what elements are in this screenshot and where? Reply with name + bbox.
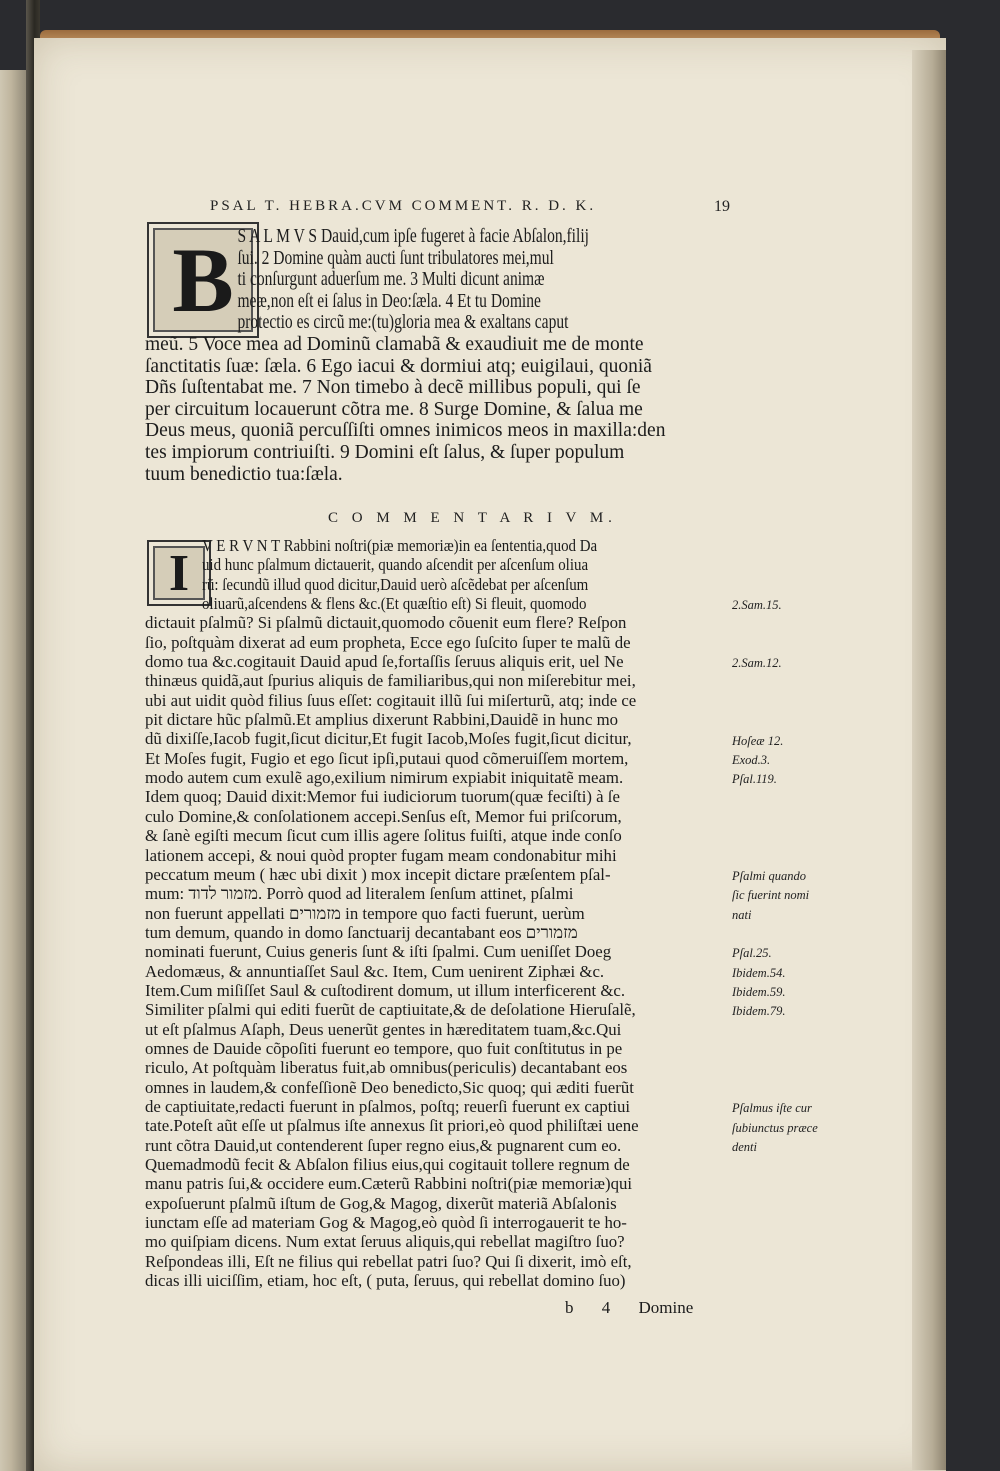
commentary-line: uid hunc pſalmum dictauerit, quando aſcendit per aſcenſum oliua xyxy=(201,555,589,575)
margin-note: Ibidem.79. xyxy=(732,1004,786,1019)
commentary-line: omnes de Dauide cõpoſiti fuerunt eo tempore, quo fuit conſtitutus in pe xyxy=(145,1038,623,1058)
psalm-line: tuum benedictio tua:ſæla. xyxy=(145,463,343,485)
margin-note: Hoſeæ 12. xyxy=(732,733,784,748)
commentary-line: ut eſt pſalmus Aſaph, Deus uenerũt gentes in hæreditatem tuam,&c.Qui xyxy=(145,1019,622,1039)
psalm-line: ti conſurgunt aduerſum me. 3 Multi dicunt animæ xyxy=(237,269,545,291)
commentary-line: runt cõtra Dauid,ut contenderent ſuper regno eius,& pugnarent cum eo. xyxy=(145,1135,622,1155)
folio-number: 19 xyxy=(714,198,730,215)
margin-note: ſubiunctus præce xyxy=(732,1120,818,1135)
commentary-line: manu patris ſui,& occidere eum.Cæterũ Rabbini noſtri(piæ memoriæ)qui xyxy=(145,1174,633,1194)
commentary-line: mo quiſpiam dicens. Num extat ſeruus aliquis,qui rebellat magiſtro ſuo? xyxy=(145,1232,625,1252)
commentary-line: & ſanè egiſti mecum ſicut cum illis agere ſolitus fuiſti, atque inde conſo xyxy=(145,826,622,846)
commentary-heading: C O M M E N T A R I V M. xyxy=(328,510,617,526)
margin-note: Exod.3. xyxy=(732,752,771,767)
margin-note: Pſalmi quando xyxy=(732,868,806,883)
margin-note: nati xyxy=(732,907,752,922)
psalm-text xyxy=(145,226,717,485)
psalm-line: meũ. 5 Voce mea ad Dominũ clamabã & exaudiuit me de monte xyxy=(145,333,644,355)
initial-letter: I xyxy=(168,544,190,602)
catchword: Domine xyxy=(638,1298,694,1317)
margin-note: Pſalmus iſte cur xyxy=(732,1101,812,1116)
commentary-line: ſio, poſtquàm dixerat ad eum propheta, Ecce ego ſuſcito ſuper te malũ de xyxy=(145,632,631,652)
margin-note: Ibidem.59. xyxy=(732,985,786,1000)
commentary-line: Quemadmodũ fecit & Abſalon filius eius,qui cogitauit tollere regnum de xyxy=(145,1155,630,1174)
commentary-line: dicas illi uiciſſim, etiam, hoc eſt, ( puta, ſeruus, qui rebellat domino ſuo) xyxy=(145,1271,626,1291)
commentary-line: Item.Cum miſiſſet Saul & cuſtodirent domum, ut illum interficerent &c. xyxy=(145,980,626,1000)
commentary-line: omnes in laudem,& confeſſionẽ Deo benedicto,Sic quoq; qui æditi fuerũt xyxy=(145,1077,634,1097)
psalm-line: protectio es circũ me:(tu)gloria mea & exaltans caput xyxy=(237,312,569,334)
commentary-line: tum demum, quando in domo ſanctuarij decantabant eos מזמורים xyxy=(145,922,578,942)
commentary-line: ubi aut uidit quòd filius ſuus eſſet: cogitauit illũ ſui miſerturũ, atq; inde ce xyxy=(145,690,637,710)
margin-note: Ibidem.54. xyxy=(732,965,786,980)
signature-number: 4 xyxy=(601,1298,611,1317)
initial-letter: B xyxy=(172,229,234,331)
psalm-line: tes impiorum contriuiſti. 9 Domini eſt ſalus, & ſuper populum xyxy=(145,441,625,463)
commentary-line: Reſpondeas illi, Eſt ne filius qui rebellat patri ſuo? Qui ſi dixerit, imò eſt, xyxy=(145,1251,632,1271)
commentary-line: modo autem cum exulẽ ago,exilium nimirum expiabit iniquitatẽ meam. xyxy=(145,768,624,788)
page-fore-edge xyxy=(912,50,946,1470)
commentary-line: domo tua &c.cogitauit Dauid apud ſe,fortaſſis ſeruus aliquis erit, uel Ne xyxy=(145,652,624,672)
psalm-line: Deus meus, quoniã percuſſiſti omnes inimicos meos in maxilla:den xyxy=(145,420,666,442)
commentary-line: pit dictare hũc pſalmũ.Et amplius dixerunt Rabbini,Dauidẽ in hunc mo xyxy=(145,710,619,730)
running-title: PSAL T. HEBRA.CVM COMMENT. R. D. K. xyxy=(210,198,597,214)
psalm-line: meæ,non eſt ei ſalus in Deo:ſæla. 4 Et tu Domine xyxy=(237,290,541,312)
commentary-line: thinæus quidã,aut ſpurius aliquis de familiaribus,qui non miſerebitur mei, xyxy=(145,671,636,691)
commentary-line: de captiuitate,redacti fuerunt in pſalmos, poſtq; reuerſi fuerunt ex captiui xyxy=(145,1096,631,1116)
commentary-line: iunctam eſſe ad materiam Gog & Magog,eò quòd ſi interrogauerit te ho- xyxy=(145,1213,627,1233)
facing-page-edge xyxy=(0,70,28,1471)
commentary-line: oliuarũ,aſcendens & flens &c.(Et quæſtio eſt) Si fleuit, quomodo xyxy=(201,594,587,614)
commentary-line: mum: מזמור לדוד. Porrò quod ad literalem ſenſum attinet, pſalmi xyxy=(145,884,574,904)
commentary-line: Et Moſes fugit, Fugio et ego ſicut ipſi,putaui quod cõmeruiſſem mortem, xyxy=(145,748,629,768)
margin-note: ſic fuerint nomi xyxy=(732,888,810,903)
commentary-line: riculo, At poſtquàm liberatus fuit,ab omnibus(periculis) decantabant eos xyxy=(145,1058,628,1078)
commentary-line: rũ: ſecundũ illud quod dicitur,Dauid uerò aſcẽdebat per aſcenſum xyxy=(201,574,589,594)
commentary-line: V E R V N T Rabbini noſtri(piæ memoriæ)in ea ſententia,quod Da xyxy=(201,536,598,555)
running-header xyxy=(210,198,730,216)
commentary-line: culo Domine,& conſolationem accepi.Senſus eſt, Memor fui priſcorum, xyxy=(145,806,622,826)
commentary-line: non fuerunt appellati מזמורים in tempore quo facti fuerunt, uerùm xyxy=(145,903,585,923)
margin-note: 2.Sam.15. xyxy=(732,598,782,613)
commentary-line: Idem quoq; Dauid dixit:Memor fui iudiciorum tuorum(quæ feciſti) à ſe xyxy=(145,787,620,807)
commentary-line: Similiter pſalmi qui editi fuerũt de captiuitate,& de deſolatione Hieruſalẽ, xyxy=(145,1000,636,1020)
commentary-line: nominati fuerunt, Cuius generis ſunt & iſti ſpalmi. Cum ueniſſet Doeg xyxy=(145,942,612,962)
commentary-line: tate.Poteſt aũt eſſe ut pſalmus iſte annexus ſit priori,eò quod philiſtæi uene xyxy=(145,1116,639,1136)
psalm-line: per circuitum locauerunt cõtra me. 8 Surge Domine, & ſalua me xyxy=(145,398,643,420)
margin-note: 2.Sam.12. xyxy=(732,656,782,671)
psalm-line: ſui. 2 Domine quàm aucti ſunt tribulatores mei,mul xyxy=(237,247,554,269)
psalm-line: Dñs ſuſtentabat me. 7 Non timebo à decẽ millibus populi, qui ſe xyxy=(145,377,641,399)
signature-mark: b xyxy=(565,1298,574,1317)
margin-note: denti xyxy=(732,1139,757,1154)
commentary-text xyxy=(145,536,725,1290)
margin-note: Pſal.25. xyxy=(732,946,772,961)
psalm-line: S A L M V S Dauid,cum ipſe fugeret à facie Abſalon,filij xyxy=(237,226,589,247)
margin-note: Pſal.119. xyxy=(732,772,777,787)
commentary-line: lationem accepi, & noui quòd propter fugam meam condonabitur mihi xyxy=(145,845,617,865)
psalm-line: ſanctitatis ſuæ: ſæla. 6 Ego iacui & dormiui atq; euigilaui, quoniã xyxy=(145,355,652,377)
commentary-line: peccatum meum ( hæc ubi dixit ) mox incepit dictare præſentem pſal- xyxy=(145,864,611,884)
catchword-line xyxy=(565,1298,693,1318)
commentary-line: Aedomæus, & annuntiaſſet Saul &c. Item, Cum uenirent Ziphæi &c. xyxy=(145,961,605,981)
commentary-line: expoſuerunt pſalmũ iſtum de Gog,& Magog, dixerũt materiã Abſalonis xyxy=(145,1193,617,1213)
commentary-line: dũ dixiſſe,Iacob fugit,ſicut dicitur,Et fugit Iacob,Moſes fugit,ſicut dicitur, xyxy=(145,729,632,749)
commentary-line: dictauit pſalmũ? Si pſalmũ dictauit,quomodo cõuenit eum flere? Reſpon xyxy=(145,613,627,633)
